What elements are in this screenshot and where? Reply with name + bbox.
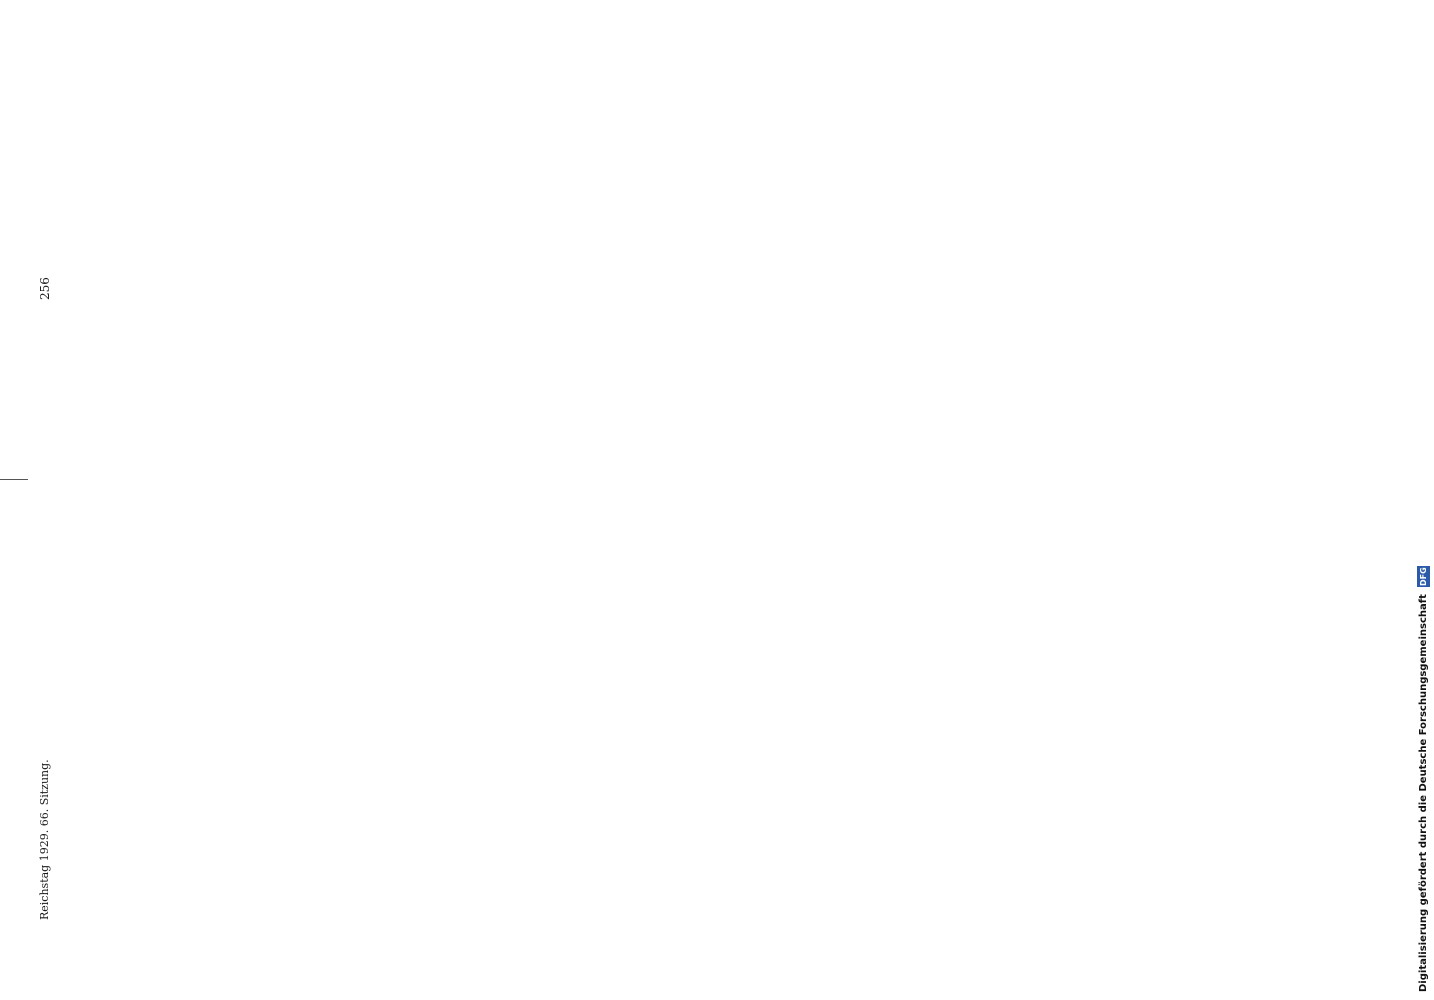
dfg-logo: DFG — [1419, 566, 1428, 586]
rotated-page — [0, 40, 94, 920]
footer-page-id: 256 — [38, 277, 52, 300]
left-column — [0, 500, 28, 920]
page-content — [0, 40, 94, 920]
column-divider — [0, 479, 28, 480]
digitization-watermark — [1417, 12, 1430, 992]
watermark-text: Digitalisierung gefördert durch die Deutsche Forschungsgemeinschaft — [1418, 594, 1429, 992]
footer-left: Reichstag 1929. 66. Sitzung. — [38, 759, 51, 920]
right-column — [0, 40, 28, 460]
